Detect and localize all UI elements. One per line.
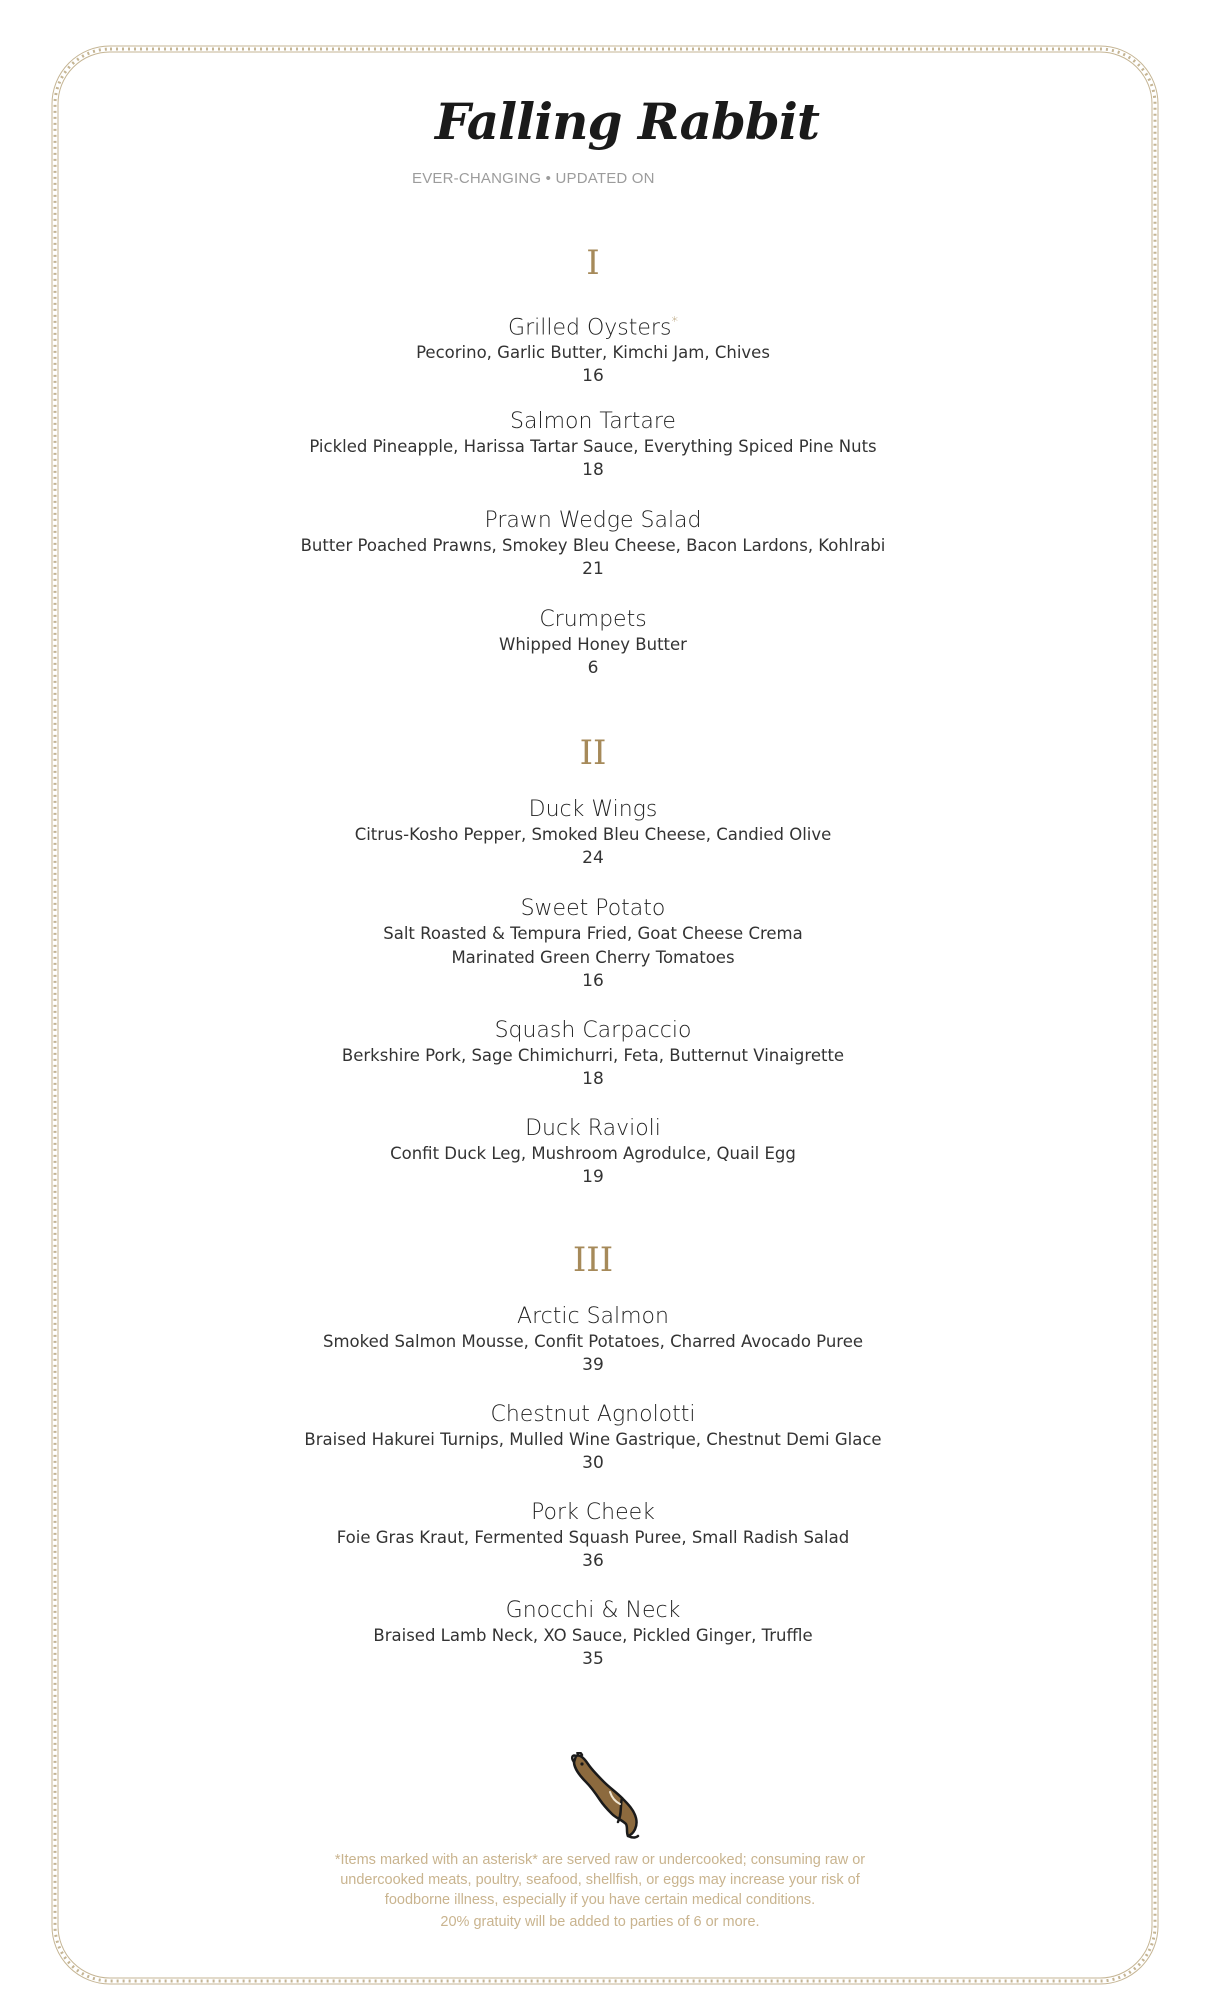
disclaimer-line: undercooked meats, poultry, seafood, shellfish, or eggs may increase your risk of xyxy=(340,1872,860,1888)
menu-item-price: 6 xyxy=(587,658,599,678)
menu-item-name: Pork Cheek xyxy=(531,1500,655,1525)
menu-item-description: Confit Duck Leg, Mushroom Agrodulce, Quail Egg xyxy=(390,1144,796,1163)
menu-item xyxy=(0,409,1186,482)
menu-item-price: 16 xyxy=(582,366,604,387)
menu-item-price: 39 xyxy=(582,1355,604,1375)
menu-item-name: Crumpets xyxy=(539,607,647,632)
menu-item-price: 35 xyxy=(582,1649,604,1669)
menu-item-description: Butter Poached Prawns, Smokey Bleu Cheese, Bacon Lardons, Kohlrabi xyxy=(300,536,886,555)
menu-item xyxy=(0,607,1186,680)
menu-item xyxy=(0,1116,1186,1189)
menu-item xyxy=(0,1304,1186,1377)
menu-item-price: 21 xyxy=(582,559,604,579)
menu-item-description: Braised Hakurei Turnips, Mulled Wine Gastrique, Chestnut Demi Glace xyxy=(304,1430,882,1449)
restaurant-logo-wordmark: Falling Rabbit xyxy=(435,92,819,151)
menu-item-description: Marinated Green Cherry Tomatoes xyxy=(451,948,735,967)
menu-item-name: Squash Carpaccio xyxy=(494,1018,692,1043)
menu-item-name: Duck Ravioli xyxy=(525,1116,661,1141)
menu-item-description: Foie Gras Kraut, Fermented Squash Puree, Small Radish Salad xyxy=(336,1528,850,1547)
disclaimer-line: foodborne illness, especially if you have certain medical conditions. xyxy=(384,1892,816,1908)
menu-item-price: 18 xyxy=(582,1069,604,1089)
section-numeral-2: II xyxy=(579,733,607,773)
menu-item xyxy=(0,310,1186,388)
menu-item-name: Duck Wings xyxy=(528,797,658,822)
menu-item-name: Arctic Salmon xyxy=(517,1304,669,1329)
menu-item-price: 36 xyxy=(582,1551,604,1571)
menu-item-price: 18 xyxy=(582,460,604,480)
menu-item-description: Braised Lamb Neck, XO Sauce, Pickled Ginger, Truffle xyxy=(373,1626,813,1645)
menu-item-description: Whipped Honey Butter xyxy=(499,635,687,654)
menu-item-price: 30 xyxy=(582,1453,604,1473)
menu-item xyxy=(0,1402,1186,1475)
leaping-rabbit-icon xyxy=(570,1752,642,1840)
menu-tagline: EVER-CHANGING • UPDATED ON xyxy=(412,170,655,187)
menu-item-name: Chestnut Agnolotti xyxy=(490,1402,696,1427)
menu-item xyxy=(0,1500,1186,1573)
menu-item xyxy=(0,508,1186,581)
menu-item-description: Pickled Pineapple, Harissa Tartar Sauce, Everything Spiced Pine Nuts xyxy=(309,437,877,456)
menu-item-price: 24 xyxy=(582,848,604,868)
disclaimer-line: *Items marked with an asterisk* are served raw or undercooked; consuming raw or xyxy=(334,1852,866,1868)
menu-item-price: 19 xyxy=(582,1167,604,1187)
menu-item-name: Sweet Potato xyxy=(520,896,666,921)
section-numeral-3: III xyxy=(572,1240,614,1280)
menu-item-name: Grilled Oysters* xyxy=(508,315,678,341)
gratuity-notice: 20% gratuity will be added to parties of 6 or more. xyxy=(440,1914,760,1930)
menu-item-name: Prawn Wedge Salad xyxy=(484,508,702,533)
menu-item xyxy=(0,1018,1186,1091)
menu-item-description: Citrus-Kosho Pepper, Smoked Bleu Cheese, Candied Olive xyxy=(354,825,832,844)
menu-item-name: Gnocchi & Neck xyxy=(505,1598,681,1623)
menu-item xyxy=(0,1598,1186,1671)
raw-asterisk: * xyxy=(671,315,678,330)
menu-item xyxy=(0,797,1186,870)
menu-item-description: Berkshire Pork, Sage Chimichurri, Feta, Butternut Vinaigrette xyxy=(341,1046,845,1065)
menu-item-description: Salt Roasted & Tempura Fried, Goat Cheese Crema xyxy=(383,924,803,943)
menu-item xyxy=(0,896,1186,993)
menu-item-description: Pecorino, Garlic Butter, Kimchi Jam, Chives xyxy=(416,343,770,363)
menu-item-price: 16 xyxy=(582,971,604,991)
section-numeral-1: I xyxy=(586,243,600,283)
menu-item-name: Salmon Tartare xyxy=(510,409,676,434)
menu-item-description: Smoked Salmon Mousse, Confit Potatoes, Charred Avocado Puree xyxy=(322,1332,864,1351)
raw-food-disclaimer xyxy=(300,1850,900,1910)
